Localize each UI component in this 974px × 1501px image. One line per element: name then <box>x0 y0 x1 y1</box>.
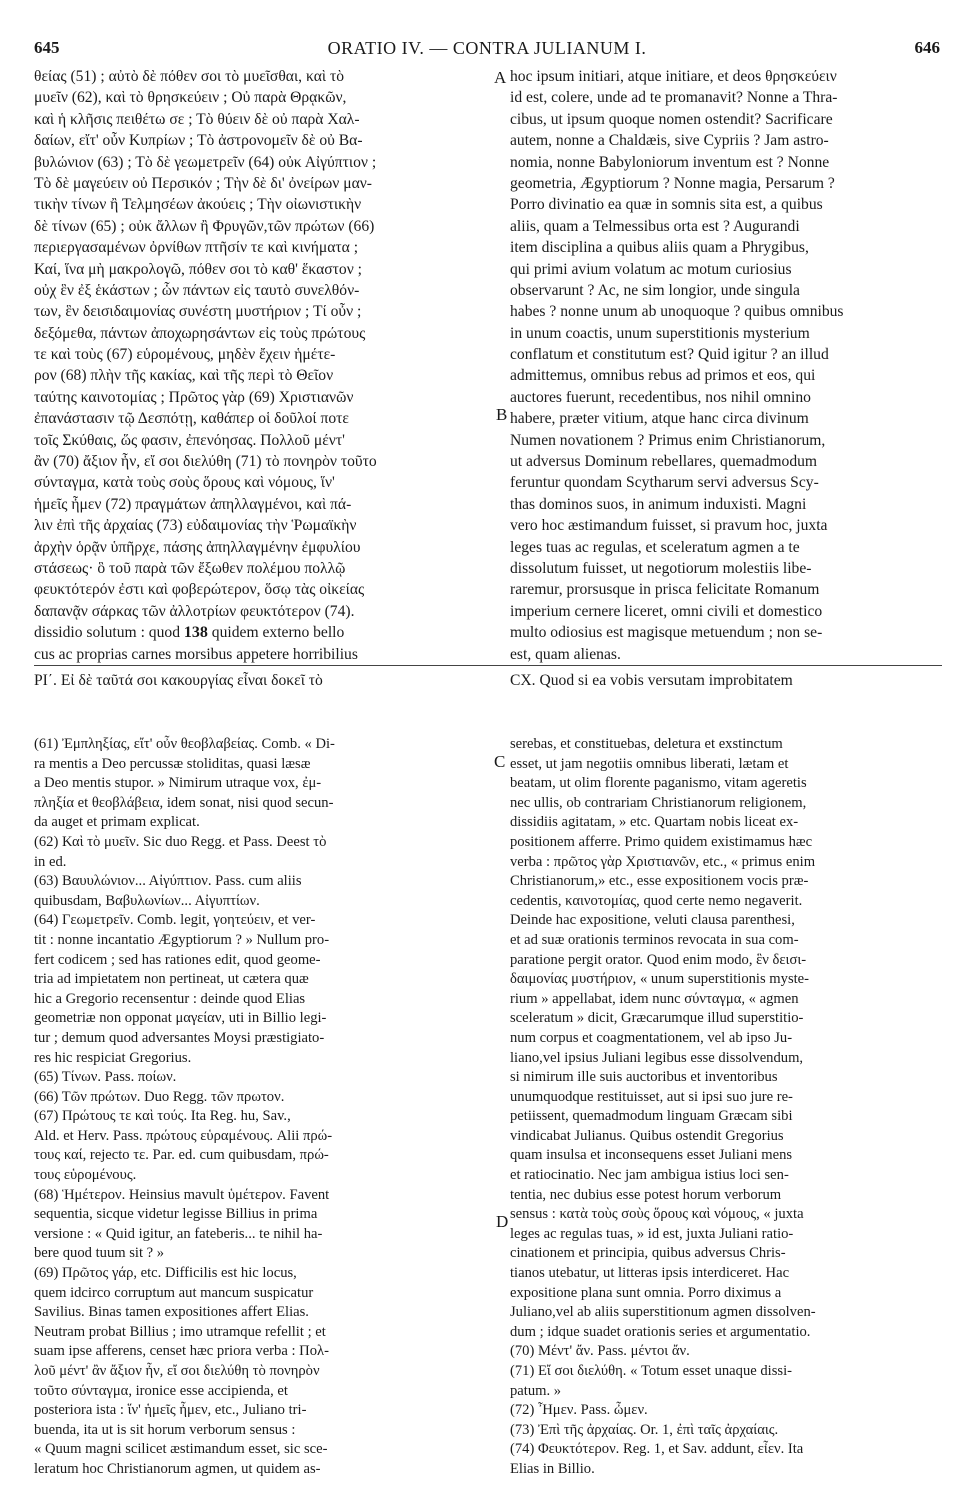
full-line-left <box>34 622 344 643</box>
footnote-line: verba : πρῶτος γὰρ Χριστιανῶν, etc., « primus enim <box>510 853 816 870</box>
running-header <box>34 38 940 62</box>
footnotes-left-column <box>34 735 496 1480</box>
footnote-line: versione : « Quid igitur, an fateberis... te nihil ha- <box>34 1225 323 1242</box>
footnote-line: tit : nonne incantatio Ægyptiorum ? » Nullum pro- <box>34 931 330 948</box>
footnote-line: leratum hoc Christianorum agmen, ut quidem as- <box>34 1460 321 1477</box>
latin-text-line: habes ? nonne unum ab unoquoque ? quibus omnibus <box>510 303 844 321</box>
footnote-line: Ald. et Herv. Pass. πρώτους εὑραμένους. Alii πρώ- <box>34 1127 333 1144</box>
greek-text-line: ρον (68) πλὴν τῆς κακίας, καὶ τῆς περὶ τὸ Θεῖον <box>34 367 334 385</box>
greek-text-line: τε καὶ τοὺς (67) εὑρομένους, μηδὲν ἔχειν ἡμέτε- <box>34 346 336 364</box>
footnote-line: geometriæ non opponat μαγείαν, uti in Billio legi- <box>34 1010 327 1027</box>
footnote-line: unumquodque restituisset, aut si ipsi suo jure re- <box>510 1088 793 1105</box>
footnote-line: Elias in Billio. <box>510 1460 595 1477</box>
footnote-line: sequentia, sicque videtur legisse Billius in prima <box>34 1206 318 1223</box>
full-line-left <box>34 670 323 691</box>
footnote-line: λοῦ μέντ' ἂν ἄξιον ἦν, εἴ σοι διελύθη τὸ πονηρὸν <box>34 1363 320 1379</box>
footnote-line: dissidiis agitatam, » etc. Quartam nobis liceat ex- <box>510 814 799 831</box>
footnote-line: expositione plana sunt omnia. Porro diximus a <box>510 1284 782 1301</box>
footnote-line: fert codicem ; sed has rationes edit, quod geome- <box>34 951 321 968</box>
latin-text-line: aliis, quam a Telmessibus orta est ? Augurandi <box>510 217 800 235</box>
latin-text-line: geometria, Ægyptiorum ? Nonne magia, Persarum ? <box>510 174 835 192</box>
footnote-line: suam ipse afferens, censet hæc priora verba : Πολ- <box>34 1343 329 1360</box>
greek-text-line: δεξόμεθα, πάντων ἀποχωρησάντων εἰς τοὺς πρώτους <box>34 324 366 342</box>
footnote-line: bere quod tuum sit ? » <box>34 1245 165 1262</box>
footnote-line: paratione pergit orator. Quod enim modo, ἓν δεισι- <box>510 951 807 968</box>
latin-text-line: cibus, ut ipsum quoque nomen ostendit? Sacrificare <box>510 110 833 128</box>
latin-text-line: qui primi avium volatum ac motum curiosius <box>510 260 792 278</box>
footnote-line: vindicabat Julianus. Quibus ostendit Gregorius <box>510 1127 784 1144</box>
latin-text-line: ut adversus Dominum rebellares, quemadmodum <box>510 453 818 471</box>
footnote-line: num corpus et coagmentationem, vel ab ipso Ju- <box>510 1029 793 1046</box>
footnote-line: ra mentis a Deo percussæ stoliditas, quasi læsæ <box>34 755 311 772</box>
latin-text-line: conflatum et constitutum est? Quid igitur ? an illud <box>510 346 829 364</box>
footnote-line: tentia, nec dubius esse potest horum verborum <box>510 1186 782 1203</box>
footnote-line: τοῦτο σύνταγμα, ironice esse accipienda, et <box>34 1382 288 1399</box>
page-number-left: 645 <box>34 38 60 57</box>
footnote-line: hic a Gregorio recensentur : deinde quod Elias <box>34 990 306 1007</box>
full-width-line <box>34 644 942 666</box>
latin-text-line: item disciplina a quibus aliis quam a Phrygibus, <box>510 239 809 257</box>
full-line-right: multo odiosius est magisque metuendum ; non se- <box>510 624 823 642</box>
full-line-right: CX. Quod si ea vobis versutam improbitatem <box>510 672 793 690</box>
footnote-line: « Quum magni scilicet æstimandum esset, sic sce- <box>34 1441 328 1458</box>
full-width-line <box>34 622 942 644</box>
greek-text-line: μυεῖν (62), καὶ τὸ θρησκεύειν ; Οὐ παρὰ Θρᾳκῶν, <box>34 89 347 107</box>
latin-text-line: leges tuas ac regulas, et sceleratum agmen a te <box>510 538 800 556</box>
greek-text-line: ἡμεῖς ἦμεν (72) πραγμάτων ἀπηλλαγμένοι, καὶ πά- <box>34 495 352 513</box>
footnote-line: liano,vel ipsius Juliani legibus esse dissolvendum, <box>510 1049 804 1066</box>
footnote-line: (69) Πρῶτος γάρ, etc. Difficilis est hic locus, <box>34 1265 297 1282</box>
latin-text-line: vero hoc æstimandum fuisset, si pravum hoc, juxta <box>510 517 828 535</box>
section-marker-d: D <box>496 1212 509 1231</box>
greek-text-line: Τὸ δὲ μαγεύειν οὐ Περσικόν ; Τὴν δὲ δι' ὀνείρων μαν- <box>34 174 372 192</box>
greek-text-line: οὐχ ἓν ἐξ ἑκάστων ; ὧν πάντων εἰς ταυτὸ συνελθόν- <box>34 281 360 299</box>
greek-text-line: ἀρχὴν ὁρᾷν ὑπῆρχε, πάσης ἀπηλλαγμένην ἐμφυλίου <box>34 538 361 556</box>
footnote-line: dum ; idque suadet orationis series et argumentatio. <box>510 1323 811 1340</box>
greek-text-line: τικὴν τίνων ἢ Τελμησέων ἀκούεις ; Τὴν οἰωνιστικὴν <box>34 196 362 214</box>
footnote-line: et ratiocinatio. Nec jam ambigua istius loci sen- <box>510 1167 789 1184</box>
footnote-line: τους εὑρομένους. <box>34 1167 137 1184</box>
footnote-line: (67) Πρώτους τε καὶ τούς. Ita Reg. hu, Sav., <box>34 1108 291 1125</box>
latin-text-line: observarunt ? Ac, ne sim longior, unde singula <box>510 281 800 299</box>
latin-text-line: nomia, nonne Babyloniorum inventum est ? Nonne <box>510 153 830 171</box>
footnote-line: πληξία et θεοβλάβεια, idem sonat, nisi quod secun- <box>34 794 334 811</box>
greek-text-line: δαπανᾷν σάρκας τῶν ἀλλοτρίων φευκτότερον (74). <box>34 602 355 620</box>
footnote-line: (70) Μέντ' ἄν. Pass. μέντοι ἄν. <box>510 1343 690 1360</box>
footnote-line: nec ullis, ob contrariam Christianorum religionem, <box>510 794 807 811</box>
greek-text-line: στάσεως· ὃ τοῦ παρὰ τῶν ἔξωθεν πολέμου πολλῷ <box>34 559 346 577</box>
footnote-line: beatam, ut olim florente paganismo, vitam ageretis <box>510 775 807 792</box>
footnote-line: quibusdam, Βαβυλωνίων... Αἰγυπτίων. <box>34 892 260 909</box>
full-line-right: est, quam alienas. <box>510 645 621 663</box>
footnote-line: da auget et primam explicat. <box>34 814 200 831</box>
footnote-line: Juliano,vel ab aliis superstitionum agmen dissolven- <box>510 1304 816 1321</box>
footnote-line: posteriora ista : ἵν' ἡμεῖς ἦμεν, etc., Juliano tri- <box>34 1402 307 1419</box>
greek-text-line: σύνταγμα, κατὰ τοὺς σοὺς ὅρους καὶ νόμους, ἵν' <box>34 474 335 492</box>
footnotes-right-column <box>510 735 942 1480</box>
footnote-line: quem idcirco corruptum aut mancum suspicatur <box>34 1284 314 1301</box>
footnote-line: (61) Ἐμπληξίας, εἴτ' οὖν θεοβλαβείας. Comb. « Di- <box>34 736 335 752</box>
footnote-line: patum. » <box>510 1382 562 1399</box>
footnote-line: tianos utebatur, ut litteras ipsis interdiceret. Hac <box>510 1265 790 1282</box>
greek-text-line: θείας (51) ; αὐτὸ δὲ πόθεν σοι τὸ μυεῖσθαι, καὶ τὸ <box>34 68 345 85</box>
footnote-line: tur ; demum quod adversantes Moysi præstigiato- <box>34 1029 325 1046</box>
footnote-line: (66) Τῶν πρώτων. Duo Regg. τῶν πρωτον. <box>34 1088 285 1105</box>
full-line-left-text: ΡΙ΄. Εἰ δὲ ταῦτά σοι κακουργίας εἶναι δοκεῖ τὸ <box>34 672 323 690</box>
greek-text-line: ταύτης καινοτομίας ; Πρῶτος γὰρ (69) Χριστιανῶν <box>34 388 354 406</box>
full-line-left <box>34 644 358 665</box>
greek-text-line: περιεργασαμένων ὀρνίθων πτῆσίν τε καὶ κινήματα ; <box>34 239 359 257</box>
footnote-line: positionem afferre. Primo quidem existimamus hæc <box>510 833 813 850</box>
latin-text-line: admittemus, omnibus rebus ad primos et eos, qui <box>510 367 816 385</box>
latin-text-line: id est, colere, unde ad te promanavit? Nonne a Thra- <box>510 89 838 107</box>
greek-text-line: λιν ἐπὶ τῆς ἀρχαίας (73) εὐδαιμονίας τὴν Ῥωμαϊκὴν <box>34 517 357 535</box>
footnote-line: τους καί, rejecto τε. Par. ed. cum quibusdam, πρώ- <box>34 1147 329 1164</box>
footnote-line: res hic respiciat Gregorius. <box>34 1049 192 1066</box>
footnote-line: (63) Βαυυλώνιον... Αἰγύπτιον. Pass. cum aliis <box>34 873 302 890</box>
footnote-line: a Deo mentis stupor. » Nimirum utraque vox, ἐμ- <box>34 775 322 792</box>
footnote-line: sceleratum » dicit, Græcarumque illud superstitio- <box>510 1010 804 1027</box>
section-marker-b: B <box>496 405 508 424</box>
footnote-line: cedentis, καινοτομίας, quod certe nemo negaverit. <box>510 892 803 909</box>
footnote-line: Neutram probat Billius ; imo utramque refellit ; et <box>34 1323 326 1340</box>
footnote-line: buenda, ita ut is sit horum verborum sensus : <box>34 1421 296 1438</box>
text-divider-rule <box>34 665 942 666</box>
footnote-line: (73) Ἐπὶ τῆς ἀρχαίας. Or. 1, ἐπὶ ταῖς ἀρχαίαις. <box>510 1421 779 1438</box>
latin-text-line: autem, nonne a Chaldæis, sive Cypriis ? Jam astro- <box>510 132 829 150</box>
latin-text-line: Porro divinatio ea quæ in somnis sita est, a quibus <box>510 196 823 214</box>
full-line-left-text: quidem externo bello <box>207 624 345 642</box>
footnote-line: (64) Γεωμετρεῖν. Comb. legit, γοητεύειν, et ver- <box>34 912 316 929</box>
latin-text-line: Numen novationem ? Primus enim Christianorum, <box>510 431 826 449</box>
section-marker-c: C <box>494 752 506 771</box>
greek-text-column <box>34 66 494 622</box>
footnote-line: Deinde hac expositione, veluti clausa parenthesi, <box>510 912 795 929</box>
latin-text-line: dissolutum fuisset, ut negotiorum molestiis libe- <box>510 559 812 577</box>
footnote-line: rium » appellabat, idem nunc σύνταγμα, « agmen <box>510 990 799 1007</box>
greek-text-line: καὶ ἡ κλῆσις πειθέτω σε ; Τὸ θύειν δὲ οὐ παρὰ Χαλ- <box>34 110 360 128</box>
footnote-line: (74) Φευκτότερον. Reg. 1, et Sav. addunt, εἶεν. Ita <box>510 1441 804 1458</box>
footnote-line: δαιμονίας μυστήριον, « unum superstitionis myste- <box>510 971 810 988</box>
footnote-line: (68) Ἡμέτερον. Heinsius mavult ὑμέτερον. Favent <box>34 1186 330 1203</box>
footnote-line: si nimirum ille suis auctoribus et inventoribus <box>510 1069 778 1086</box>
greek-text-line: ἐπανάστασιν τῷ Δεσπότῃ, καθάπερ οἱ δοῦλοί ποτε <box>34 410 349 428</box>
footnote-line: Savilius. Binas tamen expositiones affert Elias. <box>34 1304 309 1321</box>
footnote-line: serebas, et constituebas, deletura et exstinctum <box>510 736 783 752</box>
greek-text-line: τοῖς Σκύθαις, ὥς φασιν, ἐπενόησας. Πολλοῦ μέντ' <box>34 431 345 449</box>
footnote-line: (71) Εἴ σοι διελύθη. « Totum esset unaque dissi- <box>510 1363 792 1379</box>
footnote-line: et ad suæ orationis terminos revocata in sua com- <box>510 931 799 948</box>
latin-text-line: in unum coactis, unum superstitionis mysterium <box>510 324 810 342</box>
latin-text-line: feruntur quondam Scytharum servi adversus Scy- <box>510 474 819 492</box>
footnote-line: sensus : κατὰ τοὺς σοὺς ὅρους καὶ νόμους, « juxta <box>510 1206 804 1223</box>
latin-text-line: hoc ipsum initiari, atque initiare, et deos θρησκεύειν <box>510 68 837 85</box>
greek-text-line: φευκτότερόν ἐστι καὶ φοβερώτερον, ὅσῳ τὰς οἰκείας <box>34 581 365 599</box>
greek-text-line: δαίων, εἴτ' οὖν Κυπρίων ; Τὸ ἀστρονομεῖν δὲ οὐ Βα- <box>34 132 363 150</box>
full-line-left-text: cus ac proprias carnes morsibus appetere horribilius <box>34 645 358 663</box>
footnote-line: esset, ut jam negotiis omnibus liberati, lætam et <box>510 755 789 772</box>
greek-text-line: ἂν (70) ἄξιον ἦν, εἴ σοι διελύθη (71) τὸ πονηρὸν τοῦτο <box>34 453 377 471</box>
footnote-line: Christianorum,» etc., esse expositionem vocis præ- <box>510 873 809 890</box>
footnote-line: quam insulsa et inconsequens esset Juliani mens <box>510 1147 793 1164</box>
latin-text-line: raremur, prorsusque in prisca felicitate Romanum <box>510 581 820 599</box>
page-title: ORATIO IV. — CONTRA JULIANUM I. <box>327 38 647 58</box>
footnote-line: tria ad impietatem non pertineat, ut cætera quæ <box>34 971 309 988</box>
full-line-left-text: dissidio solutum : quod <box>34 624 184 642</box>
footnote-line: (72) Ἦμεν. Pass. ὦμεν. <box>510 1402 648 1419</box>
footnote-line: (65) Τίνων. Pass. ποίων. <box>34 1069 177 1086</box>
latin-text-line: habere, præter vitium, atque hanc circa divinum <box>510 410 809 428</box>
latin-text-line: thas dominos suos, in animum induxisti. Magni <box>510 495 807 513</box>
footnote-line: (62) Καὶ τὸ μυεῖν. Sic duo Regg. et Pass. Deest τὸ <box>34 833 327 850</box>
greek-text-line: βυλώνιον (63) ; Τὸ δὲ γεωμετρεῖν (64) οὐκ Αἰγύπτιον ; <box>34 153 377 171</box>
full-width-line <box>34 670 942 692</box>
greek-text-line: των, ἓν δεισιδαιμονίας συνέστη μυστήριον ; Τί οὖν ; <box>34 303 362 321</box>
latin-text-line: auctores fuerunt, recedentibus, nos nihil omnino <box>510 388 811 406</box>
footnote-line: cinationem et principia, quibus adversus Chris- <box>510 1245 786 1262</box>
latin-text-column <box>510 66 942 622</box>
section-marker-a: A <box>494 68 507 87</box>
footnote-line: in ed. <box>34 853 67 870</box>
edition-page-number: 138 <box>183 624 208 642</box>
footnote-line: petiissent, quemadmodum linguam Græcam sibi <box>510 1108 793 1125</box>
page-number-right: 646 <box>914 38 940 57</box>
latin-text-line: imperium cernere liceret, omni civili et domestico <box>510 602 823 620</box>
footnote-line: leges ac regulas tuas, » id est, juxta Juliani ratio- <box>510 1225 794 1242</box>
greek-text-line: δὲ τίνων (65) ; οὐκ ἄλλων ἢ Φρυγῶν,τῶν πρώτων (66) <box>34 217 375 235</box>
greek-text-line: Καί, ἵνα μὴ μακρολογῶ, πόθεν σοι τὸ καθ' ἕκαστον ; <box>34 260 363 278</box>
